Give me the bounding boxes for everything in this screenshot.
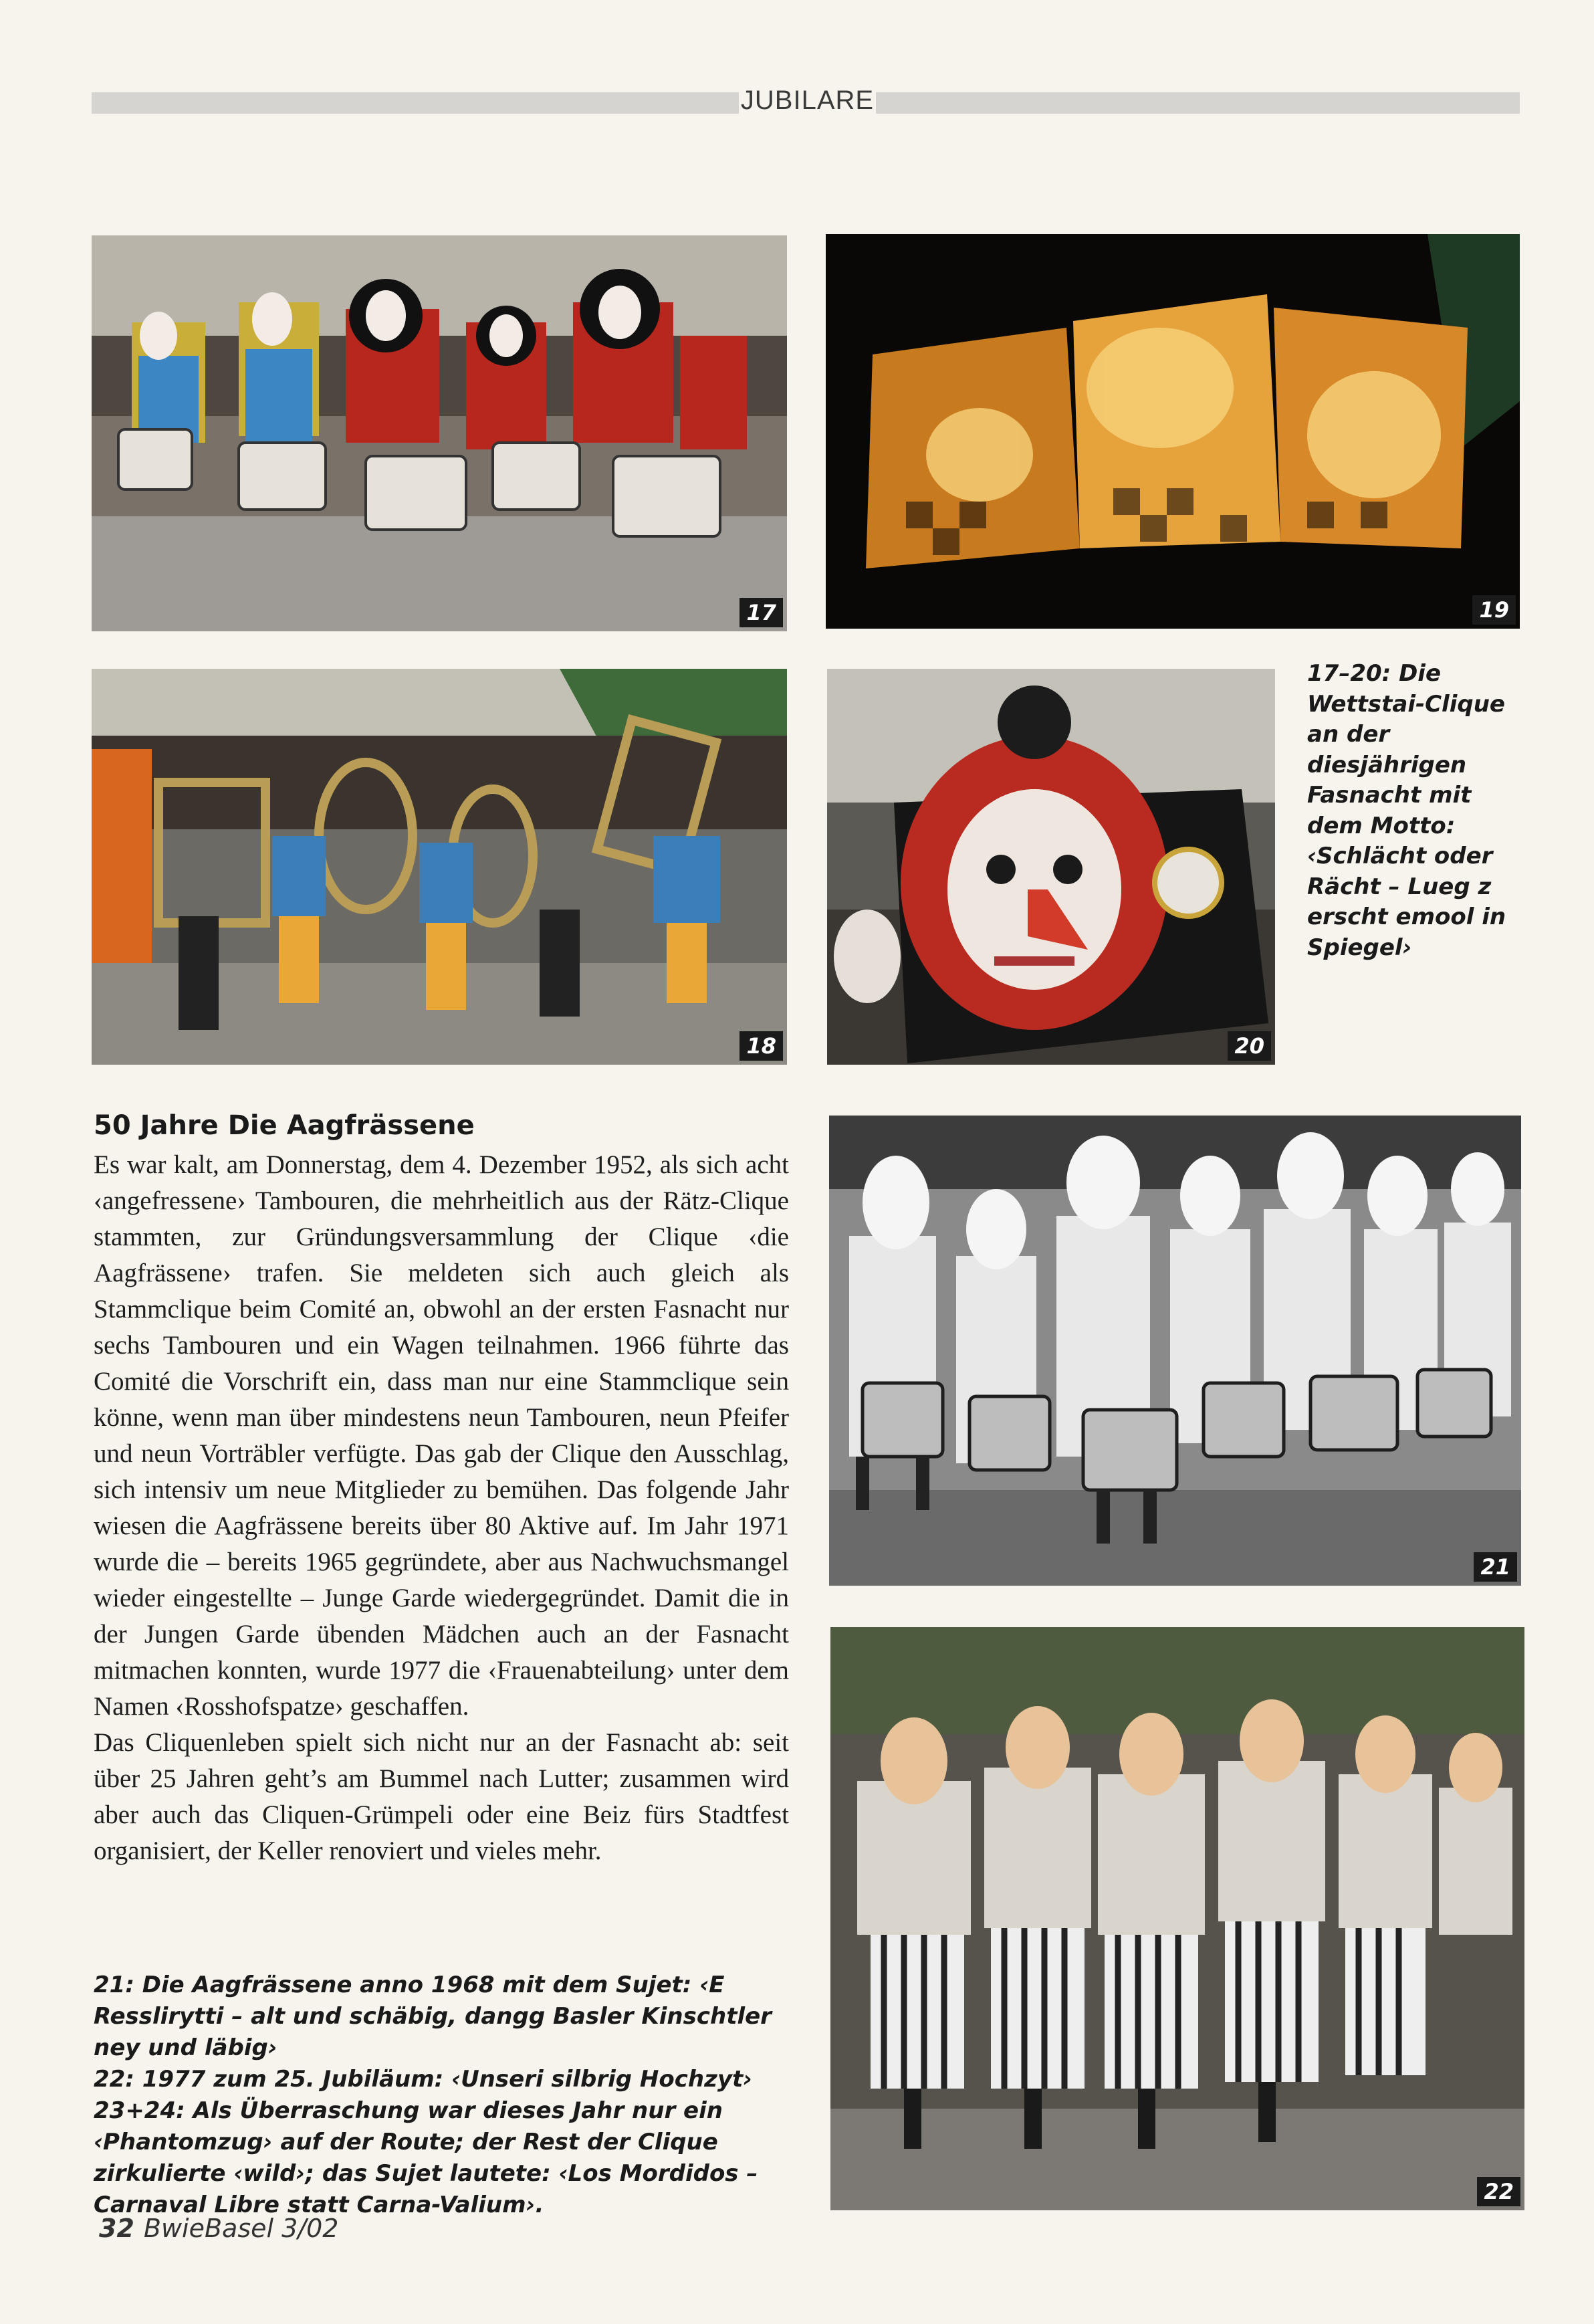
page-number: 32 <box>99 2214 134 2243</box>
section-label: JUBILARE <box>740 86 875 115</box>
article-body <box>94 1147 789 1869</box>
photo-21-number: 21 <box>1474 1552 1517 1582</box>
article-title: 50 Jahre Die Aagfrässene <box>94 1110 475 1141</box>
photo-caption-17-20: 17–20: Die Wettstai-Clique an der diesjährigen Fasnacht mit dem Motto: ‹Schlächt oder Rächt – Lueg z erscht emool in Spiegel› <box>1307 660 1506 961</box>
photo-19-lantern <box>826 234 1520 629</box>
photo-22-number: 22 <box>1477 2177 1520 2206</box>
photo-19-number: 19 <box>1472 595 1516 625</box>
magazine-issue: BwieBasel 3/02 <box>143 2214 339 2243</box>
caption-23-24: 23+24: Als Überraschung war dieses Jahr nur ein ‹Phantomzug› auf der Route; der Rest der Clique zirkulierte ‹wild›; das Sujet lautete: ‹Los Mordidos – Carnaval Libre statt Carna-Valium›. <box>94 2097 758 2218</box>
caption-22: 22: 1977 zum 25. Jubiläum: ‹Unseri silbrig Hochzyt› <box>94 2066 753 2093</box>
photo-caption-21-24 <box>94 1970 802 2221</box>
photo-22-silver-costumes <box>830 1627 1524 2210</box>
page-footer <box>99 2214 338 2243</box>
article-paragraph-2: Das Cliquenleben spielt sich nicht nur an der Fasnacht ab: seit über 25 Jahren geht’s am Bummel nach Lutter; zusammen wird aber auch das Cliquen-Grümpeli oder eine Beiz fürs Stadtfest organisiert, der Keller renoviert und vieles mehr. <box>94 1728 789 1865</box>
caption-21: 21: Die Aagfrässene anno 1968 mit dem Sujet: ‹E Resslirytti – alt und schäbig, dangg Basler Kinschtler ney und läbig› <box>94 1972 772 2061</box>
photo-17-number: 17 <box>739 598 783 627</box>
header-rule-right <box>876 92 1520 114</box>
photo-18-mirrors <box>92 669 787 1065</box>
photo-21-horses-1968 <box>829 1116 1521 1586</box>
photo-20-number: 20 <box>1228 1031 1271 1061</box>
photo-18-number: 18 <box>739 1031 783 1061</box>
article-paragraph-1: Es war kalt, am Donnerstag, dem 4. Dezember 1952, als sich acht ‹angefressene› Tambouren, die mehrheitlich aus der Rätz-Clique stammten, zur Gründungsversammlung der Clique ‹die Aagfrässene› trafen. Sie meldeten sich auch gleich als Stammclique beim Comité an, obwohl an der ersten Fasnacht nur sechs Tambouren und ein Wagen teilnahmen. 1966 führte das Comité die Vorschrift ein, dass man nur eine Stammclique sein könne, wenn man über mindestens neun Tambouren, neun Pfeifer und neun Vorträbler verfügte. Das gab der Clique den Ausschlag, sich intensiv um neue Mitglieder zu bemühen. Das folgende Jahr wiesen die Aagfrässene bereits über 80 Aktive auf. Im Jahr 1971 wurde die – bereits 1965 gegründete, aber aus Nachwuchsmangel wieder eingestellte – Junge Garde wiedergegründet. Damit die in der Jungen Garde übenden Mädchen auch an der Fasnacht mitmachen konnten, wurde 1977 die ‹Frauenabteilung› unter dem Namen ‹Rosshofspatze› geschaffen. <box>94 1150 789 1721</box>
photo-17-drummers <box>92 235 787 631</box>
header-rule-left <box>92 92 739 114</box>
photo-20-mask <box>827 669 1275 1065</box>
